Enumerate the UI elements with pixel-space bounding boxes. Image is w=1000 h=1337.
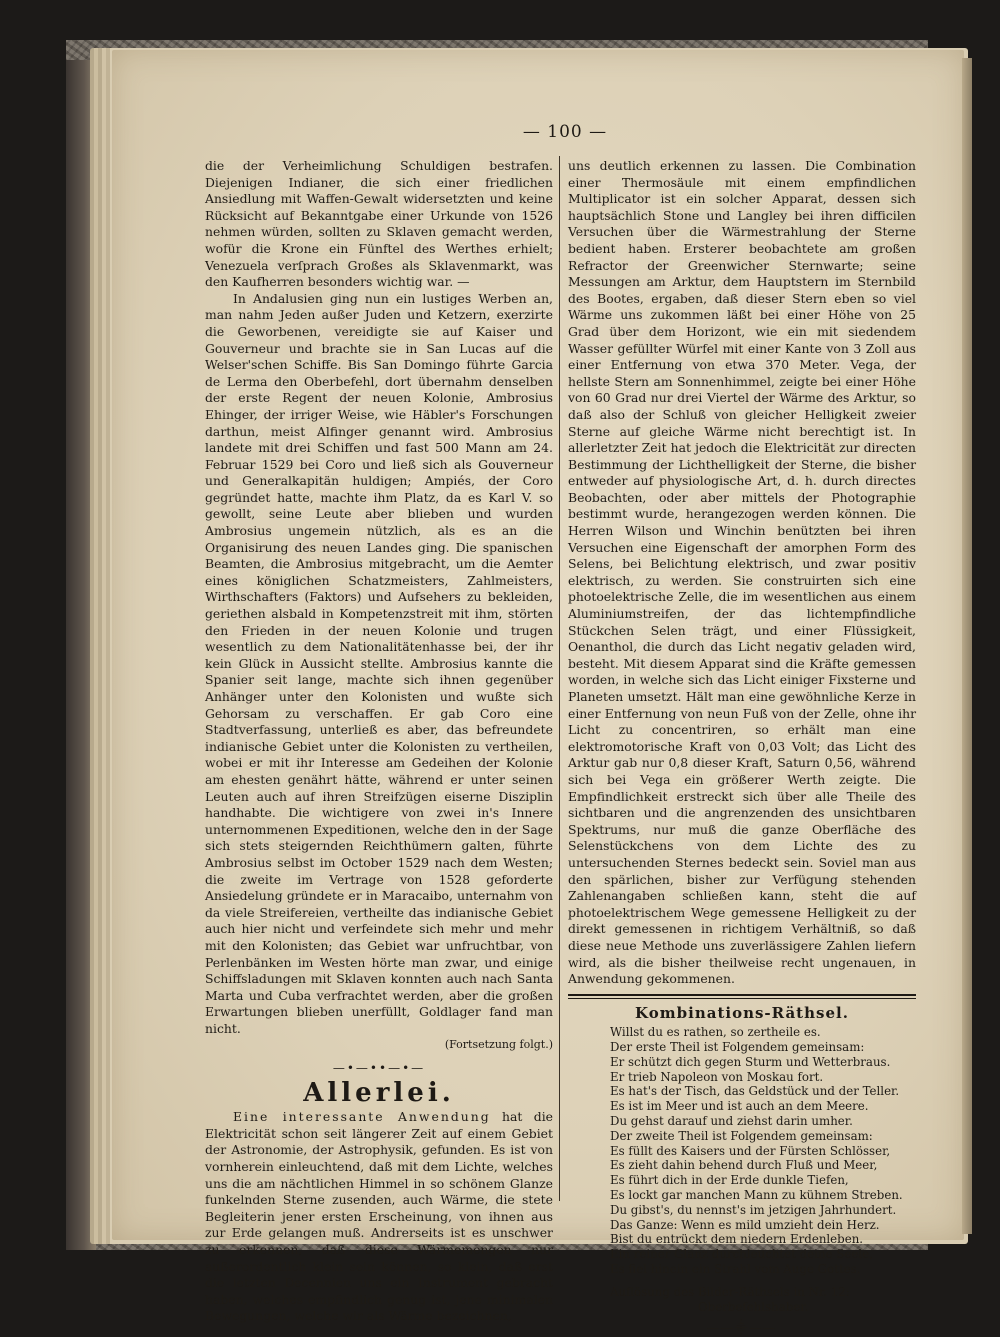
poem-line: Er trieb Napoleon von Moskau fort. bbox=[610, 1069, 824, 1084]
solution-answer: Oberbefehlshaber. bbox=[698, 1299, 809, 1314]
poem-line: Es lockt gar manchen Mann zu kühnem Streben. bbox=[610, 1188, 903, 1203]
poem-line: Es ist im Meer und ist auch an dem Meere. bbox=[610, 1099, 869, 1114]
paragraph-2: In Andalusien ging nun ein lustiges Werben an, man nahm Jeden außer Juden und Ketzern, exerzirte die Geworbenen, vereidigte sie auf Kaiser und Gouverneur und brachte sie in San Lucas auf die Welser'schen Schiffe. Bis San Domingo führte Garcia de Lerma den Oberbefehl, dort übernahm denselben der erste Regent der neuen Kolonie, Ambrosius Ehinger, der irriger Weise, wie Häbler's Forschungen darthun, meist Alfinger genannt wird. Ambrosius landete mit drei Schiffen und fast 500 Mann am 24. Februar 1529 bei Coro und ließ sich als Gouverneur und Generalkapitän huldigen; Ampiés, der Coro gegründet hatte, machte ihm Platz, da es Karl V. so gewollt, seine Leute aber blieben und wurden Ambrosius ungemein nützlich, als es an die Organisirung des neuen Landes ging. Die spanischen Beamten, die Ambrosius mitgebracht, um die Aemter eines königlichen Schatzmeisters, Zahlmeisters, Wirthschafters (Faktors) und Aufsehers zu bekleiden, geriethen alsbald in Kompetenzstreit mit ihm, störten den Frieden in der neuen Kolonie und trugen wesentlich zu dem Nationalitätenhasse bei, der ihr kein Glück in Aussicht stellte. Ambrosius kannte die Spanier seit lange, machte sich ihnen gegenüber Anhänger unter den Kolonisten und wußte sich Gehorsam zu verschaffen. Er gab Coro eine Stadtverfassung, unterließ es aber, das befreundete indianische Gebiet unter die Kolonisten zu vertheilen, wobei er mit ihr Interesse am Gedeihen der Kolonie am ehesten genährt hätte, während er unter seinen Leuten auch auf ihren Streifzügen eiserne Disziplin handhabte. Die wichtigere von zwei in's Innere unternommenen Expeditionen, welche den in der Sage sich stets steigernden Reichthümern galten, führte Ambrosius selbst im October 1529 nach dem Westen; die zweite im Vertrage von 1528 geforderte Ansiedelung gründete er in Maracaibo, unternahm von da viele Streifereien, vertheilte das indianische Gebiet auch hier nicht und verfeindete sich mehr und mehr mit den Kolonisten; das Gebiet war unfruchtbar, von Perlenbänken im Westen hörte man zwar, und einige Schiffsladungen mit Sklaven konnten auch nach Santa Marta und Cuba verfrachtet werden, aber die großen Erwartungen blieben unerfüllt, Goldlager fand man nicht. bbox=[205, 290, 553, 1036]
column-divider bbox=[559, 156, 560, 1201]
allerlei-paragraph bbox=[205, 1109, 553, 1325]
right-column bbox=[568, 158, 916, 1337]
poem-line: Es fiel hinein ein Strahl vom Auge Gottes. bbox=[610, 1262, 861, 1277]
allerlei-lead: Eine interessante Anwendung bbox=[233, 1109, 491, 1125]
poem-line: Willst du es rathen, so zertheile es. bbox=[610, 1025, 821, 1040]
section-title: Allerlei. bbox=[303, 1077, 455, 1108]
poem-line: Es füllt des Kaisers und der Fürsten Schlösser, bbox=[610, 1143, 891, 1158]
page-right-edge bbox=[962, 58, 972, 1234]
poem-line: Bist du entrückt dem niedern Erdenleben. bbox=[610, 1232, 864, 1247]
continued-note: (Fortsetzung folgt.) bbox=[444, 1038, 553, 1052]
left-column bbox=[205, 158, 553, 1325]
poem-line: Er schützt dich gegen Sturm und Wetterbraus. bbox=[610, 1054, 891, 1069]
page-number: — 100 — bbox=[522, 122, 608, 142]
poem-line: Der erste Theil ist Folgendem gemeinsam: bbox=[610, 1040, 865, 1055]
puzzle-title: Kombinations-Räthsel. bbox=[635, 1003, 849, 1022]
divider-ornament: —•—••—•— bbox=[332, 1061, 426, 1076]
poem-line: Es führt dich in der Erde dunkle Tiefen, bbox=[610, 1173, 849, 1188]
poem-line: Ein reiner Glanz durchleuchtet deine Seele, bbox=[610, 1247, 873, 1262]
puzzle-solution bbox=[568, 1285, 916, 1315]
poem-line: Es hat's der Tisch, das Geldstück und der Teller. bbox=[610, 1084, 900, 1099]
puzzle-poem bbox=[568, 1025, 916, 1277]
poem-line: Du gehst darauf und ziehst darin umher. bbox=[610, 1114, 853, 1129]
double-rule bbox=[568, 994, 916, 999]
allerlei-text: hat die Elektricität schon seit längerer Zeit auf einem Gebiet der Astronomie, der Astrophysik, gefunden. Es ist von vornherein einleuchtend, daß mit dem Lichte, welches uns die am nächtlichen Himmel in so schönem Glanze funkelnden Sterne zusenden, auch Wärme, die stete Begleiterin jener ersten Erscheinung, von ihnen aus zur Erde gelangen muß. Andrerseits ist es unschwer zu erkennen, daß diese Wärmemengen nur außerordentlich klein sein können, so klein, daß erst die letzten Decennien uns ein Instrument gebracht haben, welches empfindlich genug ist, jene minimalen Bewegungen, welche wir als Wärme bezeichnen, bbox=[205, 1109, 554, 1324]
poem-line: Es zieht dahin behend durch Fluß und Meer, bbox=[610, 1158, 878, 1173]
poem-line: Du gibst's, du nennst's im jetzigen Jahrhundert. bbox=[610, 1202, 897, 1217]
paragraph-continued: uns deutlich erkennen zu lassen. Die Combination einer Thermosäule mit einem empfindlichen Multiplicator ist ein solcher Apparat, dessen sich hauptsächlich Stone und Langley bei ihren difficilen Versuchen über die Wärmestrahlung der Sterne bedient haben. Ersterer beobachtete am großen Refractor der Greenwicher Sternwarte; seine Messungen am Arktur, dem Hauptstern im Sternbild des Bootes, ergaben, daß dieser Stern eben so viel Wärme uns zukommen läßt bei einer Höhe von 25 Grad über dem Horizont, wie ein mit siedendem Wasser gefüllter Würfel mit einer Kante von 3 Zoll aus einer Entfernung von etwa 370 Meter. Vega, der hellste Stern am Sonnenhimmel, zeigte bei einer Höhe von 60 Grad nur drei Viertel der Wärme des Arktur, so daß also der Schluß von gleicher Helligkeit zweier Sterne auf gleiche Wärme nicht berechtigt ist. In allerletzter Zeit hat jedoch die Elektricität zur directen Bestimmung der Lichthelligkeit der Sterne, die bisher entweder auf physiologische Art, d. h. durch directes Beobachten, oder aber mittels der Photographie bestimmt wurde, herangezogen werden können. Die Herren Wilson und Winchin benützten bei ihren Versuchen eine Eigenschaft der amorphen Form des Selens, bei Belichtung elektrisch, und zwar positiv elektrisch, zu werden. Sie construirten sich eine photoelektrische Zelle, die im wesentlichen aus einem Aluminiumstreifen, der das lichtempfindliche Stückchen Selen trägt, und einer Flüssigkeit, Oenanthol, die durch das Licht negativ geladen wird, besteht. Mit diesem Apparat sind die Kräfte gemessen worden, in welche sich das Licht einiger Fixsterne und Planeten umsetzt. Hält man eine gewöhnliche Kerze in einer Entfernung von neun Fuß von der Zelle, ohne ihr Licht zu concentriren, so erhält man eine elektromotorische Kraft von 0,03 Volt; das Licht des Arktur gab nur 0,8 dieser Kraft, Saturn 0,56, während sich bei Vega ein größerer Werth zeigte. Die Empfindlichkeit erstreckt sich über alle Theile des sichtbaren und die angrenzenden des unsichtbaren Spektrums, nur muß die ganze Oberfläche des Selenstückchens von dem Lichte des zu untersuchenden Sternes bedeckt sein. Soviel man aus den spärlichen, bisher zur Verfügung stehenden Zahlenangaben schließen kann, steht die auf photoelektrischem Wege gemessene Helligkeit zu der direkt gemessenen in richtigem Verhältniß, so daß diese neue Methode uns zuverlässigere Zahlen liefern wird, als die bisher theilweise recht ungenauen, in Anwendung gekommenen. bbox=[568, 158, 916, 987]
end-ornament: ——⸎—— bbox=[706, 1321, 778, 1336]
poem-line: Der zweite Theil ist Folgendem gemeinsam: bbox=[610, 1128, 873, 1143]
solution-line: Auflösung des Bilder-Räthsels in Nr. 12: bbox=[610, 1284, 850, 1299]
poem-line: Das Ganze: Wenn es mild umzieht dein Herz. bbox=[610, 1217, 880, 1232]
paragraph-1: die der Verheimlichung Schuldigen bestrafen. Diejenigen Indianer, die sich einer friedlichen Ansiedlung mit Waffen-Gewalt widersetzten und keine Rücksicht auf Bekanntgabe einer Urkunde von 1526 nehmen würden, sollten zu Sklaven gemacht werden, wofür die Krone ein Fünftel des Werthes erhielt; Venezuela verſprach Großes als Sklavenmarkt, was den Kaufherren besonders wichtig war. — bbox=[205, 158, 553, 290]
